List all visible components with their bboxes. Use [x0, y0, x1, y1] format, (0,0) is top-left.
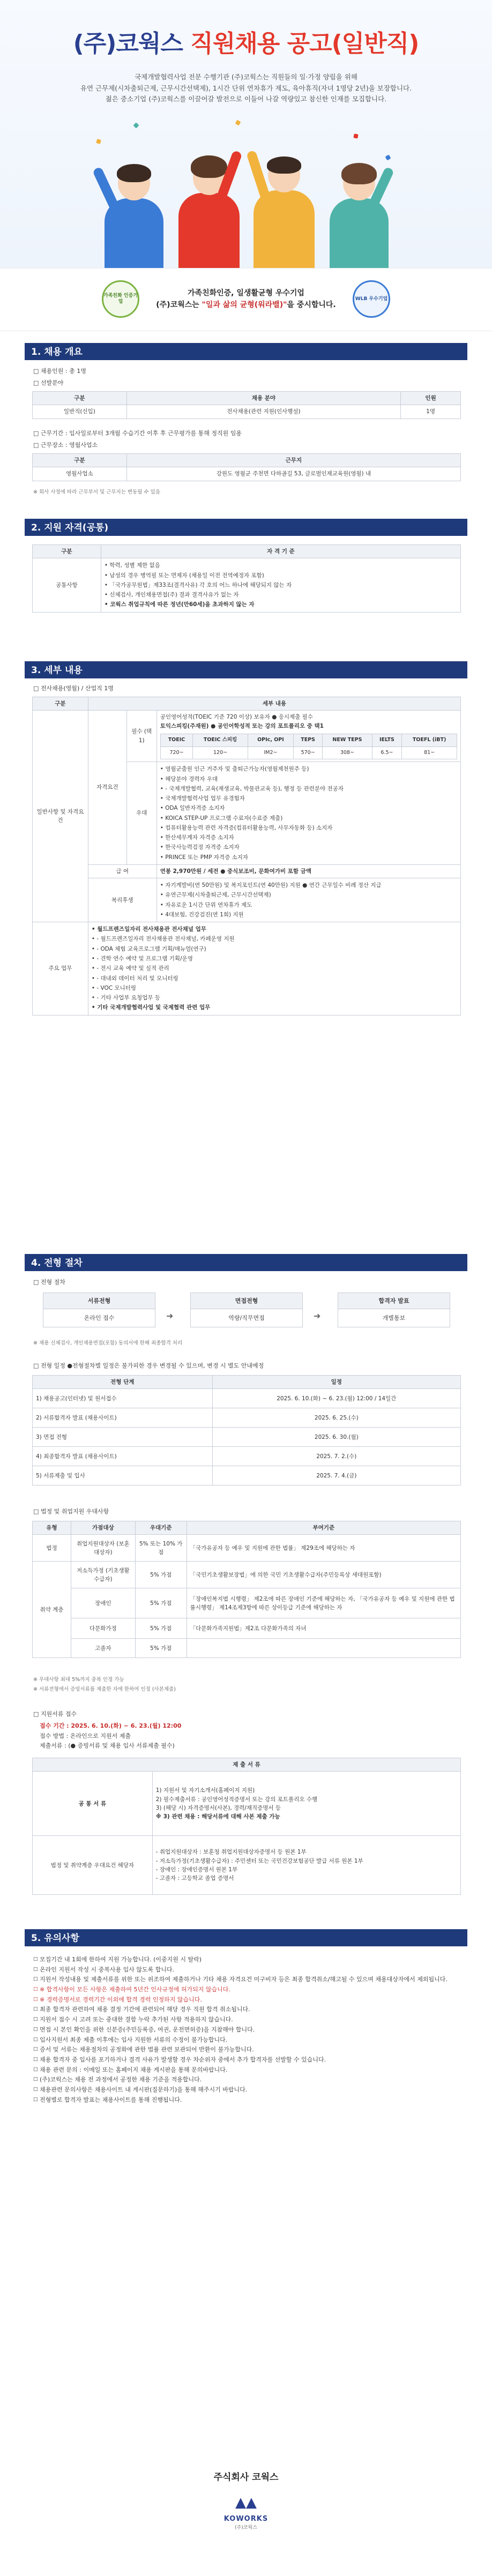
- flow-step: [43, 1293, 155, 1327]
- table-cell: 법정 및 취약계층 우대요건 해당자: [33, 1836, 153, 1895]
- table-cell: 720~: [160, 746, 193, 759]
- arrow-right-icon: ➜: [166, 1311, 174, 1321]
- table-cell: 법정: [33, 1535, 71, 1562]
- list-item: • - 대내외 데이터 처리 및 모니터링: [92, 974, 457, 983]
- table-cell: 5) 서류제출 및 입사: [33, 1466, 213, 1485]
- note: ※ 서류전형에서 증빙서류를 제출한 자에 한하여 인정 (사본제출): [33, 1686, 176, 1692]
- note: ※ 우대사항 최대 5%까지 중복 인정 가능: [33, 1677, 124, 1683]
- table-header: IELTS: [372, 734, 402, 746]
- hero-intro: [37, 72, 455, 105]
- title-company: (주)코웍스: [73, 30, 183, 57]
- table-cell: 강원도 영월군 주천면 다하골길 53, 글로벌인재교육원(영월) 내: [126, 467, 460, 481]
- notice-item: □ 모집기간 내 1회에 한하여 지원 가능합니다. (이중지원 시 탈락): [33, 1955, 462, 1965]
- table-cell: 주요 업무: [33, 922, 88, 1015]
- table-cell: 5% 또는 10% 가점: [135, 1535, 187, 1562]
- duty-list: [88, 922, 460, 1015]
- list-item: - 장애인 : 장애인증명서 원본 1부: [155, 1866, 238, 1873]
- list-item: 토익스피킹(주재원) ● 공인어학성적 또는 강의 포트폴리오 중 택1: [160, 722, 324, 729]
- intro-line: 유연 근무제(시차출퇴근제, 근무시간선택제), 1시간 단위 연차휴가 제도, 육아휴직(자녀 1명당 2년)을 보장합니다.: [80, 84, 412, 92]
- table-header: 일정: [212, 1376, 460, 1389]
- logo-text: KOWORKS: [223, 2514, 269, 2523]
- preference-table: [32, 1521, 461, 1658]
- banner-line2-pre: (주)코웍스는: [156, 300, 202, 309]
- list-item: 2) 필수제출서류 : 공인영어성적증명서 또는 강의 포트폴리오 수행: [155, 1796, 318, 1803]
- note: ※ 회사 사정에 따라 근무부서 및 근무지는 변동될 수 있음: [33, 489, 161, 495]
- logo-subtext: (주)코웍스: [235, 2525, 257, 2530]
- flow-step-title: 합격자 발표: [338, 1293, 450, 1309]
- banner-line1: 가족친화인증, 일생활균형 우수기업: [188, 289, 304, 297]
- sub-item: □ 채용인원 : 총 1명: [33, 367, 86, 376]
- company-logo: [214, 2492, 278, 2532]
- table-cell: 일반사항 및 자격요건: [33, 711, 88, 922]
- flow-step-body: 온라인 접수: [43, 1309, 155, 1327]
- table-cell: 공 통 서 류: [33, 1772, 153, 1836]
- list-item: • - 견학 연수 예약 및 프로그램 기획/운영: [92, 954, 457, 964]
- list-item: • 유연근무제(시차출퇴근제, 근무시간선택제): [160, 890, 457, 900]
- list-item: • 남성의 경우 병역필 또는 면제자 (채용일 이전 전역예정자 포함): [105, 571, 457, 580]
- preference-docs: [152, 1836, 460, 1895]
- table-header: OPIc, OPI: [248, 734, 293, 746]
- flow-step: [338, 1293, 450, 1327]
- table-cell: 5% 가점: [135, 1618, 187, 1639]
- right-badge-text: WLB 우수기업: [355, 296, 388, 302]
- table-cell: 저소득가정 (기초생활수급자): [71, 1562, 135, 1588]
- table-cell: 다문화가정: [71, 1618, 135, 1639]
- table-header: 전형 단계: [33, 1376, 213, 1389]
- family-friendly-banner: [0, 268, 492, 331]
- section-heading: 5. 유의사항: [25, 1929, 467, 1946]
- table-cell: 2025. 7. 2.(수): [212, 1447, 460, 1466]
- qualification-table: [32, 544, 461, 613]
- list-item: • 신체검사, 개인채용면접(주) 결과 결격사유가 없는 자: [105, 590, 457, 600]
- family-friendly-badge-icon: [102, 280, 139, 318]
- table-header: 세부 내용: [88, 697, 460, 711]
- logo-mark-icon: ▲▲: [235, 2495, 257, 2511]
- list-item: - 취업지원대상자 : 보훈청 취업지원대상자증명서 등 원본 1부: [155, 1849, 307, 1856]
- sub-item: □ 전형 일정 ●전형절차별 일정은 불가피한 경우 변경될 수 있으며, 변경 시 별도 안내예정: [33, 1361, 264, 1370]
- welfare-list: [156, 878, 460, 922]
- sub-item: □ 전사채용(영월) / 산업직 1명: [33, 684, 114, 693]
- list-item: • 자유로운 1시간 단위 연차휴가 제도: [160, 900, 457, 910]
- table-header: 제 출 서 류: [33, 1758, 461, 1772]
- intro-line: 젊은 중소기업 (주)코웍스를 이끌어갈 발전으로 이들어 나갈 역량있고 참신한 인재를 모집합니다.: [105, 95, 387, 103]
- table-cell: 2025. 6. 10.(화) ~ 6. 23.(월) 12:00 / 14일간: [212, 1389, 460, 1408]
- table-cell: 취약 계층: [33, 1562, 71, 1658]
- section-heading: 2. 지원 자격(공통): [25, 519, 467, 536]
- list-item: - 고졸자 : 고등학교 졸업 증명서: [155, 1875, 234, 1882]
- table-cell: 5% 가점: [135, 1562, 187, 1588]
- table-header: NEW TEPS: [323, 734, 372, 746]
- apply-line: 접수 기간 : 2025. 6. 10.(화) ~ 6. 23.(월) 12:00: [40, 1722, 182, 1729]
- notice-item: □ 증서 및 서류는 채용절차의 공정화에 관한 법률 관련 보관되어 반환이 불가능합니다.: [33, 2045, 462, 2055]
- flow-step-body: 역량/직무면접: [190, 1309, 303, 1327]
- job-field-table: [32, 391, 461, 419]
- table-cell: 570~: [294, 746, 323, 759]
- section-heading: 3. 세부 내용: [25, 661, 467, 678]
- notice-list: [33, 1955, 462, 2105]
- flow-step-title: 서류전형: [43, 1293, 155, 1309]
- workplace-table: [32, 453, 461, 481]
- wlb-badge-icon: [353, 280, 390, 318]
- apply-line: 제출서류 : (● 증빙서류 및 채용 입사 서류제출 필수): [40, 1742, 175, 1750]
- list-item: • 「국가공무원법」제33조(결격사유) 각 호의 어느 하나에 해당되지 않는 자: [105, 580, 457, 590]
- table-cell: 5% 가점: [135, 1639, 187, 1658]
- table-cell: 6.5~: [372, 746, 402, 759]
- table-cell: 308~: [323, 746, 372, 759]
- list-item: 공인영어성적(TOEIC 기준 720 이상) 보유자 ● 응시제출 필수: [160, 714, 313, 721]
- table-cell: 120~: [193, 746, 248, 759]
- sub-item: □ 근무장소 : 영월사업소: [33, 440, 98, 450]
- flow-step-body: 개별통보: [338, 1309, 450, 1327]
- footer: [0, 2470, 492, 2532]
- notice-item: □ 최종 합격자 관련하여 채용 결정 기간에 관련되어 해당 경우 직원 합격 취소됩니다.: [33, 2005, 462, 2015]
- list-item: • - VOC 모니터링: [92, 983, 457, 993]
- table-cell: [187, 1639, 460, 1658]
- table-cell: 일반직(신입): [33, 405, 127, 419]
- table-cell: 2025. 6. 25.(수): [212, 1408, 460, 1428]
- table-cell: 영월사업소: [33, 467, 127, 481]
- notice-item: □ 채용 관련 문의 : 이메일 또는 홈페이지 채용 게시판을 통해 문의바랍니다.: [33, 2065, 462, 2075]
- common-docs: [152, 1772, 460, 1836]
- banner-text: [145, 288, 347, 311]
- table-cell: 2025. 7. 4.(금): [212, 1466, 460, 1485]
- table-cell: 급 여: [88, 864, 156, 878]
- table-cell: 공통사항: [33, 558, 101, 612]
- table-cell: 「국민기초생활보장법」에 의한 국민 기초생활수급자(주민등록상 세대원포함): [187, 1562, 460, 1588]
- table-cell: IM2~: [248, 746, 293, 759]
- table-cell: 2) 서류합격자 발표 (채용사이트): [33, 1408, 213, 1428]
- sub-item: □ 선발분야: [33, 378, 63, 387]
- sub-item: □ 전형 절차: [33, 1278, 65, 1287]
- table-cell: 고졸자: [71, 1639, 135, 1658]
- notice-item: □ 전형별로 합격자 발표는 채용사이트를 통해 진행됩니다.: [33, 2095, 462, 2105]
- list-item: • 한국사능력검정 자격증 소지자: [160, 842, 457, 852]
- table-header: TEPS: [294, 734, 323, 746]
- table-cell: 2025. 6. 30.(월): [212, 1428, 460, 1447]
- note: ※ 채용 신체검사, 개인채용면접(포함) 동의서에 한해 최종합격 처리: [33, 1340, 183, 1346]
- table-header: TOEFL (iBT): [402, 734, 457, 746]
- table-header: 부여기준: [187, 1521, 460, 1535]
- list-item: • - 기타 사업부 요청업무 등: [92, 993, 457, 1003]
- schedule-table: [32, 1375, 461, 1485]
- notice-item: □ ※ 합격사항이 모든 사항은 제출하여 5년간 인사규정에 허가되지 않습니다.: [33, 1985, 462, 1995]
- banner-line2: [145, 300, 347, 311]
- list-item: 1) 지원서 및 자기소개서(홈페이지 지원): [155, 1787, 255, 1794]
- notice-item: □ (주)코웍스는 채용 전 과정에서 공정한 채용 기준을 적용합니다.: [33, 2075, 462, 2085]
- list-item: • 국제개발협력사업 업무 유경험자: [160, 794, 457, 803]
- list-item: ※ 3) 관련 채용 : 해당서류에 대해 사본 제출 가능: [155, 1813, 280, 1820]
- sub-item: □ 법정 및 취업지원 우대사항: [33, 1507, 109, 1516]
- sub-item: □ 지원서류 접수: [33, 1709, 77, 1719]
- people-illustration: [0, 118, 492, 268]
- table-header: 가점대상: [71, 1521, 135, 1535]
- table-cell: 1명: [401, 405, 461, 419]
- table-cell: 「다문화가족지원법」제2조 다문화가족의 자녀: [187, 1618, 460, 1639]
- documents-table: [32, 1758, 461, 1895]
- hero-section: [0, 0, 492, 268]
- table-cell: 4) 최종합격자 발표 (채용사이트): [33, 1447, 213, 1466]
- list-item: • 해당분야 경력자 우대: [160, 774, 457, 784]
- table-header: 채용 분야: [126, 392, 400, 405]
- list-item: • PRINCE 또는 PMP 자격증 소지자: [160, 853, 457, 862]
- notice-item: □ 채용관련 문의사항은 채용사이트 내 게시판(질문하기)을 통해 해주시기 바랍니다.: [33, 2085, 462, 2095]
- table-header: 구분: [33, 697, 88, 711]
- list-item: - 저소득가정(기초생활수급자) : 주민센터 또는 국민건강보험공단 발급 서류 원본 1부: [155, 1857, 363, 1864]
- table-cell: 자격요건: [88, 711, 126, 865]
- list-item: • 컴퓨터활용능력 관련 자격증(컴퓨터활용능력, 사무자동화 등) 소지자: [160, 823, 457, 833]
- list-item: • ODA 일반자격증 소지자: [160, 803, 457, 813]
- table-header: 구분: [33, 392, 127, 405]
- table-cell: 5% 가점: [135, 1588, 187, 1618]
- list-item: 3) (해당 시) 자격증명서(사본), 경력/재직증명서 등: [155, 1804, 281, 1811]
- list-item: • 학력, 성별 제한 없음: [105, 561, 457, 570]
- notice-item: □ 온라인 지원서 작성 시 중복사용 입사 않도록 합니다.: [33, 1965, 462, 1975]
- list-item: • 코웍스 취업규칙에 따른 정년(만60세)을 초과하지 않는 자: [105, 600, 457, 609]
- preference-list: [156, 762, 460, 865]
- title-accent: 직원채용 공고(일반직): [190, 30, 419, 57]
- sub-item: □ 근무기간 : 입사일로부터 3개월 수습기간 이후 후 근무평가를 통해 정직원 임용: [33, 429, 242, 438]
- table-cell: 복리후생: [88, 878, 156, 922]
- table-header: 유형: [33, 1521, 71, 1535]
- table-cell: 우대: [126, 762, 156, 865]
- list-item: • 4대보험, 건강검진(연 1회) 지원: [160, 910, 457, 920]
- list-item: • - 국제개발협력, 교육(재생교육, 박물관교육 등), 행정 등 관련분야 전공자: [160, 784, 457, 794]
- notice-item: □ 지원서 접수 시 고려 또는 중대한 결함 누락 추가된 사항 적용하지 않습니다.: [33, 2015, 462, 2025]
- list-item: • KOICA STEP-UP 프로그램 수료자(수료증 제출): [160, 813, 457, 823]
- table-cell: 연봉 2,970만원 / 세전 ● 중식보조비, 문화여가비 포함 금액: [156, 864, 460, 878]
- table-header: 근무지: [126, 454, 460, 467]
- table-header: TOEIC: [160, 734, 193, 746]
- notice-item: □ 면접 시 본인 확인을 위한 신분증(주민등록증, 여권, 운전면허증)을 지참해야 합니다.: [33, 2025, 462, 2035]
- apply-info: [33, 1721, 462, 1751]
- notice-item: □ 입사지원서 최종 제출 이후에는 입사 지원한 서류의 수정이 불가능합니다.: [33, 2035, 462, 2045]
- banner-line2-em: "일과 삶의 균형(워라밸)": [202, 300, 287, 309]
- table-header: 구분: [33, 545, 101, 558]
- table-cell: 1) 채용공고(인터넷) 및 원서접수: [33, 1389, 213, 1408]
- company-name: 주식회사 코웍스: [213, 2472, 279, 2483]
- table-cell: 필수 (택1): [126, 711, 156, 762]
- must-requirements: [156, 711, 460, 762]
- section-heading: 1. 채용 개요: [25, 343, 467, 360]
- table-header: TOEIC 스피킹: [193, 734, 248, 746]
- detail-table: [32, 697, 461, 1016]
- table-cell: 「장애인복지법 시행령」 제2조에 따른 장애인 기준에 해당하는 자, 「국가유공자 등 예우 및 지원에 관한 법률시행령」 제14조제3항에 따른 상이등급 기준에 해당하는 자: [187, 1588, 460, 1618]
- score-table: [160, 734, 457, 759]
- table-cell: 「국가유공자 등 예우 및 지원에 관한 법률」 제29조에 해당하는 자: [187, 1535, 460, 1562]
- list-item: • 월드프렌즈일자리 전사채용관 전사채널 업무: [92, 924, 457, 934]
- intro-line: 국제개발협력사업 전문 수행기관 (주)코웍스는 직원들의 일·가정 양립을 위해: [135, 73, 357, 81]
- list-item: • - 월드프렌즈일자리 전사채용관 전사채널, 카페운영 지원: [92, 934, 457, 944]
- notice-item: □ ※ 경력증명서로 경력기간 이외에 합격 경력 인정하지 않습니다.: [33, 1995, 462, 2005]
- flow-step-title: 면접전형: [190, 1293, 303, 1309]
- list-item: • 기타 국제개발협력사업 및 국제협력 관련 업무: [92, 1003, 457, 1012]
- table-cell: 81~: [402, 746, 457, 759]
- table-header: 자 격 기 준: [101, 545, 460, 558]
- table-header: 구분: [33, 454, 127, 467]
- table-cell: 취업지원대상자 (보훈대상자): [71, 1535, 135, 1562]
- list-item: • - ODA 체험 교육프로그램 기획/매뉴얼(연구): [92, 944, 457, 954]
- arrow-right-icon: ➜: [314, 1311, 321, 1321]
- left-badge-text: 가족친화 인증기업: [103, 293, 138, 304]
- banner-line2-post: 을 중시합니다.: [287, 300, 336, 309]
- notice-item: □ 채용 합격자 중 입사를 포기하거나 결격 사유가 발생할 경우 차순위자 중에서 추가 합격자를 선발할 수 있습니다.: [33, 2055, 462, 2065]
- table-cell: 장애인: [71, 1588, 135, 1618]
- list-item: • - 전시 교육 예약 및 실적 관리: [92, 964, 457, 973]
- notice-item: □ 지원서 작성내용 및 제출서류를 위한 또는 위조하여 제출하거나 기타 채용 자격요건 미구비자 등은 최종 합격취소/해고될 수 있으며 채용대상자에서 제외됩니다.: [33, 1975, 462, 1985]
- list-item: • 한산세무계자 자격증 소지자: [160, 833, 457, 842]
- table-cell: 3) 면접 전형: [33, 1428, 213, 1447]
- qualification-list: [101, 558, 460, 612]
- list-item: • 자기계발비(연 50만원) 및 복지포인트(연 40만원) 지원 ● 연간 근무일수 비례 정산 지급: [160, 880, 457, 890]
- table-header: 인원: [401, 392, 461, 405]
- apply-line: 접수 방법 : 온라인으로 지원서 제출: [40, 1732, 131, 1739]
- flow-step: [190, 1293, 303, 1327]
- table-header: 우대기준: [135, 1521, 187, 1535]
- list-item: • 영월군출원 인근 거주자 및 출퇴근가능자(영월제천원주 등): [160, 764, 457, 774]
- page-title: [0, 0, 492, 62]
- section-heading: 4. 전형 절차: [25, 1254, 467, 1271]
- table-cell: 전사채용(관련 지원(인사행설): [126, 405, 400, 419]
